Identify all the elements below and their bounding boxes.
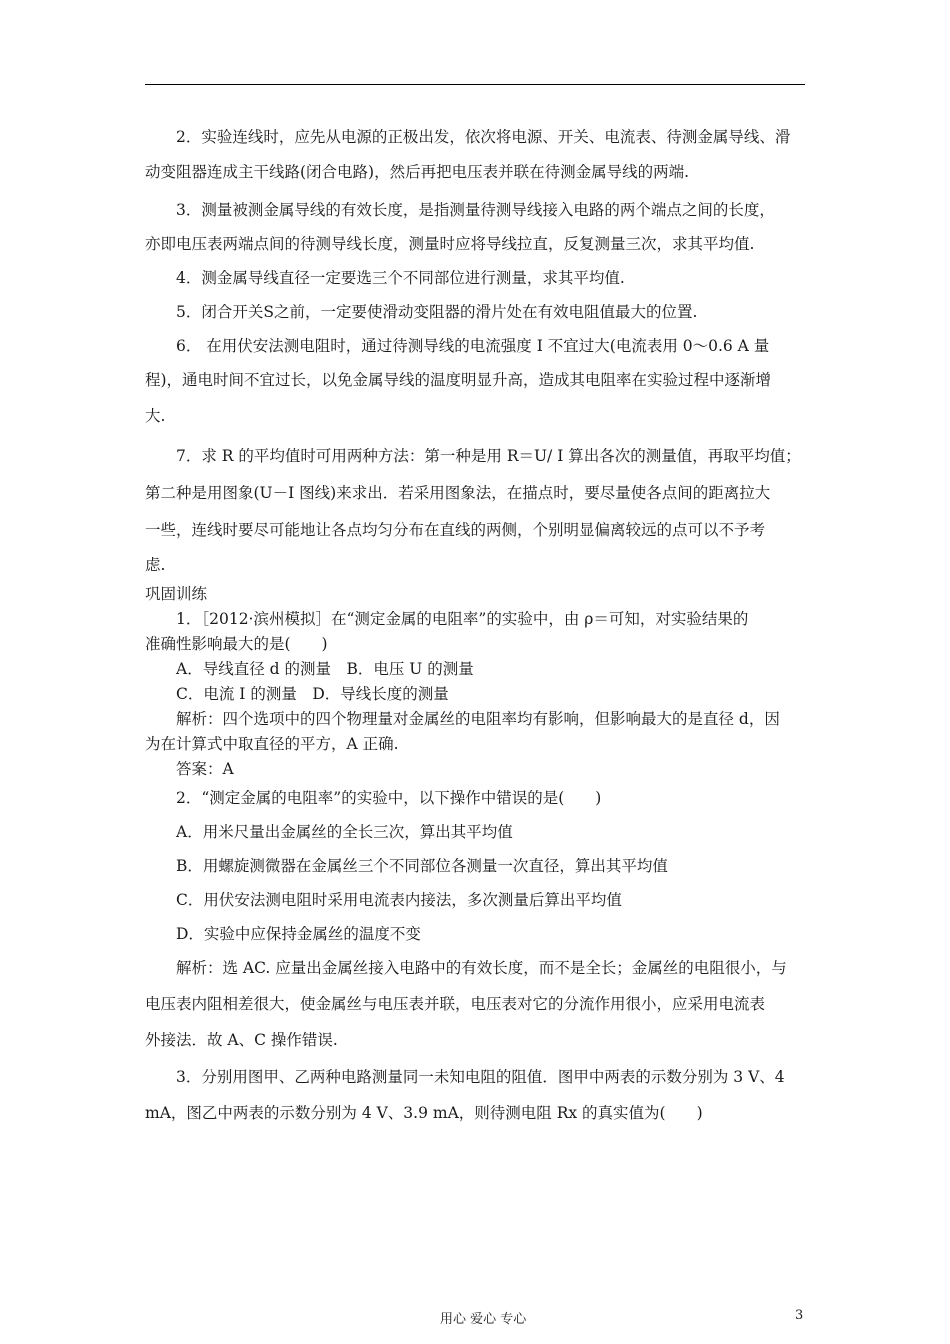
option-line: A．导线直径 d 的测量 B．电压 U 的测量 bbox=[176, 660, 474, 678]
text-line: 第二种是用图象(U－I 图线)来求出．若采用图象法，在描点时，要尽量使各点间的距离拉大 bbox=[145, 484, 771, 502]
option-line: A．用米尺量出金属丝的全长三次，算出其平均值 bbox=[176, 823, 513, 841]
text-line: 虑. bbox=[145, 556, 166, 574]
text-line: mA，图乙中两表的示数分别为 4 V、3.9 mA，则待测电阻 Rx 的真实值为( ) bbox=[145, 1104, 703, 1122]
header-rule bbox=[145, 84, 805, 85]
text-line: 3．测量被测金属导线的有效长度，是指测量待测导线接入电路的两个端点之间的长度， bbox=[176, 201, 775, 219]
text-line: 亦即电压表两端点间的待测导线长度，测量时应将导线拉直，反复测量三次，求其平均值. bbox=[145, 235, 755, 253]
text-line: 3．分别用图甲、乙两种电路测量同一未知电阻的阻值．图甲中两表的示数分别为 3 V、4 bbox=[176, 1068, 785, 1086]
option-line: B．用螺旋测微器在金属丝三个不同部位各测量一次直径，算出其平均值 bbox=[176, 857, 668, 875]
text-line: 2．“测定金属的电阻率”的实验中，以下操作中错误的是( ) bbox=[176, 789, 602, 807]
text-line: 2．实验连线时，应先从电源的正极出发，依次将电源、开关、电流表、待测金属导线、滑 bbox=[176, 128, 791, 146]
text-line: 解析：选 AC. 应量出金属丝接入电路中的有效长度，而不是全长；金属丝的电阻很小，与 bbox=[176, 959, 787, 977]
text-line: 准确性影响最大的是( ) bbox=[145, 635, 328, 653]
page-number: 3 bbox=[795, 1308, 804, 1323]
text-line: 6． 在用伏安法测电阻时，通过待测导线的电流强度 I 不宜过大(电流表用 0～0.6 A 量 bbox=[176, 337, 770, 355]
text-line: 外接法．故 A、C 操作错误. bbox=[145, 1031, 338, 1049]
section-heading: 巩固训练 bbox=[145, 585, 208, 603]
option-line: C．电流 I 的测量 D．导线长度的测量 bbox=[176, 685, 449, 703]
footer-slogan: 用心 爱心 专心 bbox=[440, 1312, 527, 1327]
text-line: 动变阻器连成主干线路(闭合电路)，然后再把电压表并联在待测金属导线的两端. bbox=[145, 163, 690, 181]
text-line: 4．测金属导线直径一定要选三个不同部位进行测量，求其平均值. bbox=[176, 269, 625, 287]
option-line: C．用伏安法测电阻时采用电流表内接法，多次测量后算出平均值 bbox=[176, 891, 622, 909]
text-line: 一些，连线时要尽可能地让各点均匀分布在直线的两侧，个别明显偏离较远的点可以不予考 bbox=[145, 521, 766, 539]
text-line: 解析：四个选项中的四个物理量对金属丝的电阻率均有影响，但影响最大的是直径 d，因 bbox=[176, 710, 780, 728]
text-line: 1．［2012·滨州模拟］在“测定金属的电阻率”的实验中，由 ρ＝可知，对实验结果的 bbox=[176, 610, 749, 628]
text-line: 大. bbox=[145, 407, 166, 425]
text-line: 为在计算式中取直径的平方，A 正确. bbox=[145, 735, 399, 753]
text-line: 7．求 R 的平均值时可用两种方法：第一种是用 R＝U/ I 算出各次的测量值，再取平均值； bbox=[176, 447, 801, 465]
text-line: 电压表内阻相差很大，使金属丝与电压表并联，电压表对它的分流作用很小，应采用电流表 bbox=[145, 995, 766, 1013]
text-line: 程)，通电时间不宜过长，以免金属导线的温度明显升高，造成其电阻率在实验过程中逐渐增 bbox=[145, 371, 772, 389]
answer-line: 答案：A bbox=[176, 760, 234, 778]
text-line: 5．闭合开关S之前，一定要使滑动变阻器的滑片处在有效电阻值最大的位置. bbox=[176, 303, 698, 321]
option-line: D．实验中应保持金属丝的温度不变 bbox=[176, 925, 421, 943]
